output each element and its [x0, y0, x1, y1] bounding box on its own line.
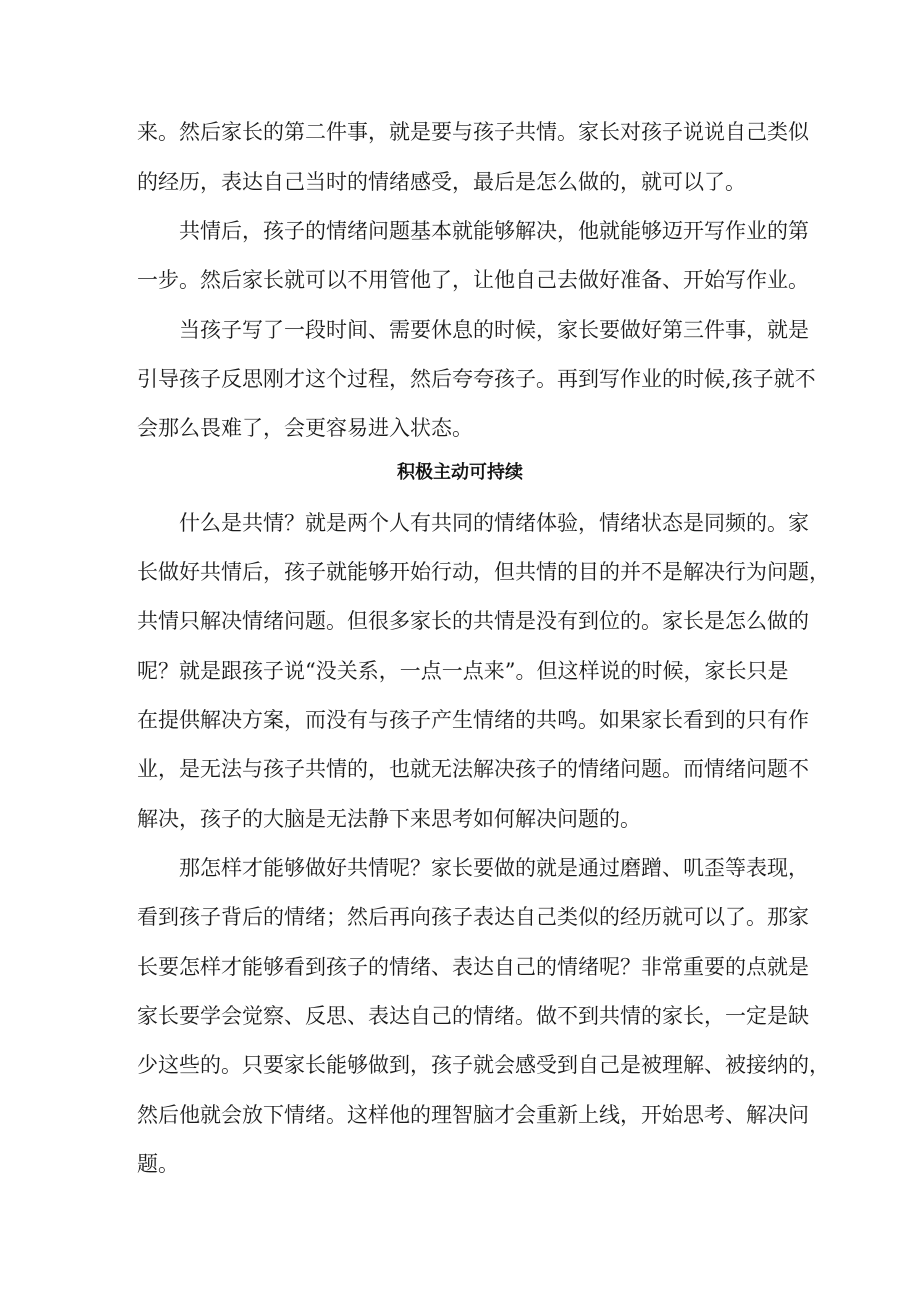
section-paragraph-1-line-7: 解决，孩子的大脑是无法静下来思考如何解决问题的。 [137, 807, 641, 831]
section-paragraph-1-line-1: 什么是共情？就是两个人有共同的情绪体验，情绪状态是同频的。家 [179, 511, 809, 535]
paragraph-3-line-3: 会那么畏难了，会更容易进入状态。 [137, 416, 473, 440]
section-paragraph-1-line-4: 呢？就是跟孩子说“没关系，一点一点来”。但这样说的时候，家长只是 [137, 659, 789, 683]
section-heading: 积极主动可持续 [397, 462, 523, 483]
section-paragraph-2-line-1: 那怎样才能够做好共情呢？家长要做的就是通过磨蹭、叽歪等表现， [179, 856, 809, 880]
paragraph-2-line-1: 共情后，孩子的情绪问题基本就能够解决，他就能够迈开写作业的第 [179, 219, 809, 243]
section-paragraph-1-line-6: 业，是无法与孩子共情的，也就无法解决孩子的情绪问题。而情绪问题不 [137, 757, 809, 781]
paragraph-1-line-1: 来。然后家长的第二件事，就是要与孩子共情。家长对孩子说说自己类似 [137, 120, 809, 144]
section-paragraph-2-line-5: 少这些的。只要家长能够做到，孩子就会感受到自己是被理解、被接纳的， [137, 1053, 830, 1077]
paragraph-3-line-1: 当孩子写了一段时间、需要休息的时候，家长要做好第三件事，就是 [179, 318, 809, 342]
section-paragraph-2-line-6: 然后他就会放下情绪。这样他的理智脑才会重新上线，开始思考、解决问 [137, 1103, 809, 1127]
section-paragraph-2-line-4: 家长要学会觉察、反思、表达自己的情绪。做不到共情的家长，一定是缺 [137, 1004, 809, 1028]
paragraph-1-line-2: 的经历，表达自己当时的情绪感受，最后是怎么做的，就可以了。 [137, 170, 746, 194]
section-paragraph-2-line-2: 看到孩子背后的情绪；然后再向孩子表达自己类似的经历就可以了。那家 [137, 905, 809, 929]
section-paragraph-1-line-5: 在提供解决方案，而没有与孩子产生情绪的共鸣。如果家长看到的只有作 [137, 708, 809, 732]
paragraph-2-line-2: 一步。然后家长就可以不用管他了，让他自己去做好准备、开始写作业。 [137, 268, 809, 292]
paragraph-3-line-2: 引导孩子反思刚才这个过程，然后夸夸孩子。再到写作业的时候,孩子就不 [137, 367, 816, 391]
section-paragraph-1-line-2: 长做好共情后，孩子就能够开始行动，但共情的目的并不是解决行为问题， [137, 560, 830, 584]
section-paragraph-1-line-3: 共情只解决情绪问题。但很多家长的共情是没有到位的。家长是怎么做的 [137, 609, 809, 633]
section-paragraph-2-line-3: 长要怎样才能够看到孩子的情绪、表达自己的情绪呢？非常重要的点就是 [137, 955, 809, 979]
section-paragraph-2-line-7: 题。 [137, 1152, 179, 1176]
